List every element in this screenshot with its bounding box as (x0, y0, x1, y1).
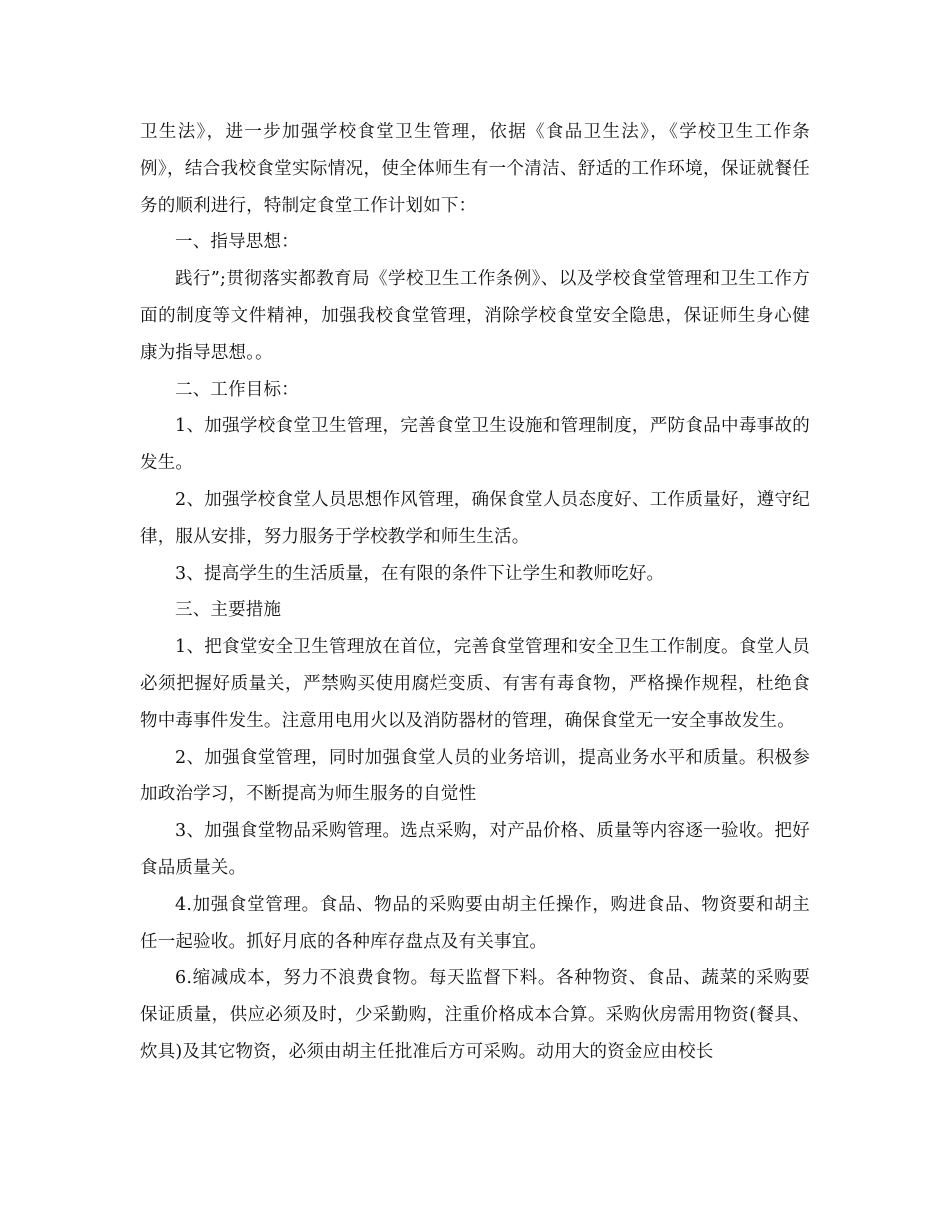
paragraph-measure-2: 2、加强食堂管理，同时加强食堂人员的业务培训，提高业务水平和质量。积极参加政治学习，不断提高为师生服务的自觉性 (140, 747, 810, 805)
section-heading-work-goals: 二、工作目标： (175, 379, 299, 400)
section-heading-main-measures: 三、主要措施 (175, 600, 282, 621)
paragraph-measure-3: 3、加强食堂物品采购管理。选点采购，对产品价格、质量等内容逐一验收。把好食品质量关。 (140, 821, 810, 878)
paragraph-measure-4: 4.加强食堂管理。食品、物品的采购要由胡主任操作，购进食品、物资要和胡主任一起验收。抓好月底的各种库存盘点及有关事宜。 (140, 894, 810, 952)
paragraph-goal-3: 3、提高学生的生活质量，在有限的条件下让学生和教师吃好。 (175, 563, 665, 584)
paragraph-measure-6: 6.缩减成本，努力不浪费食物。每天监督下料。各种物资、食品、蔬菜的采购要保证质量，供应必须及时，少采勤购，注重价格成本合算。采购伙房需用物资(餐具、炊具)及其它物资，必须由胡主任批准后方可采购。动用大的资金应由校长 (140, 968, 810, 1062)
section-heading-guiding-ideology: 一、指导思想： (175, 232, 299, 253)
paragraph-goal-1: 1、加强学校食堂卫生管理，完善食堂卫生设施和管理制度，严防食品中毒事故的发生。 (140, 416, 810, 474)
paragraph-goal-2: 2、加强学校食堂人员思想作风管理，确保食堂人员态度好、工作质量好，遵守纪律，服从安排，努力服务于学校教学和师生生活。 (140, 489, 810, 547)
paragraph-measure-1: 1、把食堂安全卫生管理放在首位，完善食堂管理和安全卫生工作制度。食堂人员必须把握好质量关，严禁购买使用腐烂变质、有害有毒食物，严格操作规程，杜绝食物中毒事件发生。注意用电用火以及消防器材的管理，确保食堂无一安全事故发生。 (140, 637, 810, 731)
paragraph-intro-continuation: 卫生法》，进一步加强学校食堂卫生管理，依据《食品卫生法》，《学校卫生工作条例》，结合我校食堂实际情况，使全体师生有一个清洁、舒适的工作环境，保证就餐任务的顺利进行，特制定食堂工作计划如下： (140, 122, 810, 216)
paragraph-guiding-ideology: 践行”;贯彻落实都教育局《学校卫生工作条例》、以及学校食堂管理和卫生工作方面的制度等文件精神，加强我校食堂管理，消除学校食堂安全隐患，保证师生身心健康为指导思想。。 (140, 269, 810, 363)
document-body (140, 114, 810, 1071)
